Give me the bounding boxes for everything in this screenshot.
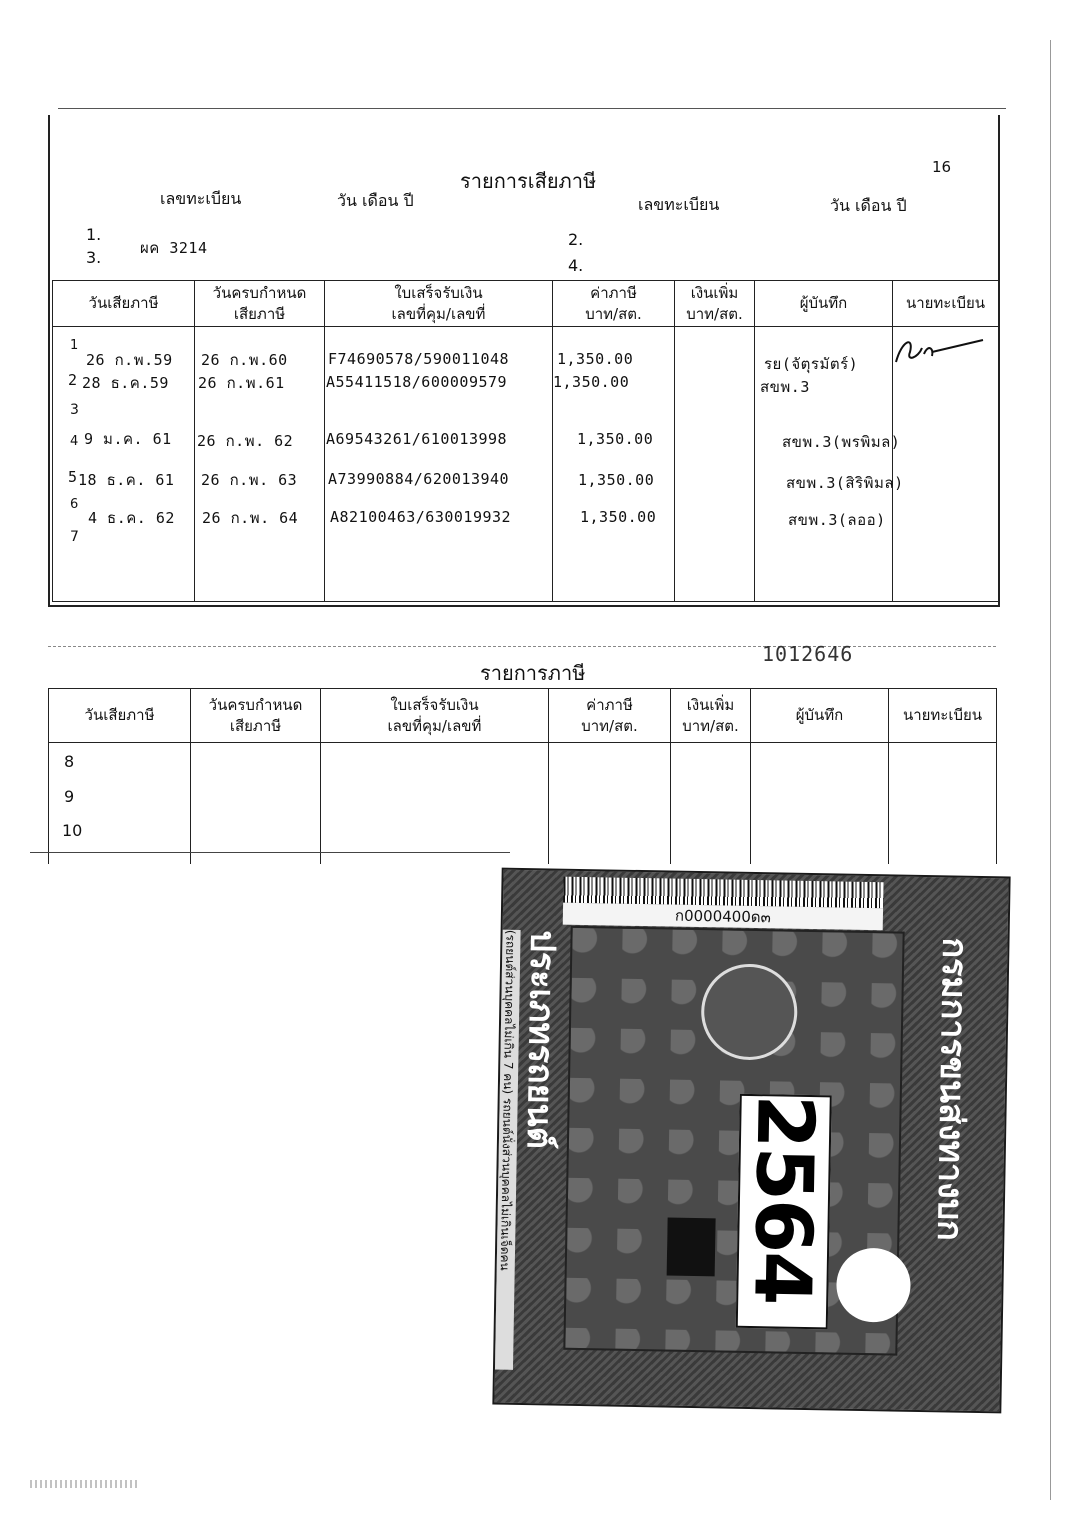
page-number: 16 [932, 158, 952, 176]
row-6-tax: 1,350.00 [580, 508, 657, 526]
row-4-receipt: A69543261/610013998 [326, 430, 508, 448]
row-4-due-date: 26 ก.พ. 62 [197, 432, 294, 450]
col2-receipt-line2: เลขที่คุม/เลขที่ [387, 716, 482, 735]
col2-tax-line1: ค่าภาษี [586, 695, 633, 714]
sticker-circle [836, 1248, 911, 1323]
row-5-recorder: สขพ.3(สิริพิมล) [786, 474, 904, 492]
col-due-date-line1: วันครบกำหนด [212, 283, 307, 302]
row-5-tax: 1,350.00 [578, 471, 655, 489]
row-2-no: 2 [68, 371, 78, 389]
row-1-no: 1 [70, 338, 79, 353]
row-4-pay-date: 9 ม.ค. 61 [84, 430, 172, 448]
col-recorder: ผู้บันทึก [755, 281, 893, 327]
col2-extra [671, 689, 751, 743]
row-6-due-date: 26 ก.พ. 64 [202, 509, 299, 527]
page-edge-line [1050, 40, 1051, 1500]
tear-serial: 1012646 [762, 642, 854, 666]
col2-receipt-line1: ใบเสร็จรับเงิน [390, 695, 479, 714]
col-extra-line2: บาท/สต. [686, 304, 743, 323]
col-extra [675, 281, 755, 327]
reg-3-no: 3. [86, 248, 102, 267]
col-due-date-line2: เสียภาษี [233, 304, 286, 323]
col2-extra-line2: บาท/สต. [682, 716, 739, 735]
col2-tax [549, 689, 671, 743]
row-2-recorder: สขพ.3 [760, 378, 810, 396]
col2-tax-line2: บาท/สต. [581, 716, 638, 735]
row-8-no: 8 [64, 752, 75, 771]
paper-cut-line [30, 852, 510, 853]
tear-band [48, 606, 996, 647]
sticker-note: (รถยนต์ส่วนบุคคลไม่เกิน 7 คน) รถยนต์นั่งส่วนบุคคลไม่เกินเจ็ดคน [493, 930, 521, 1370]
tax-items-title: รายการภาษี [480, 661, 586, 685]
reg-no-label-right: เลขทะเบียน [638, 195, 720, 214]
registrar-cell-2 [889, 743, 997, 865]
row-1-due-date: 26 ก.พ.60 [201, 351, 288, 369]
sticker-year: 2564 [736, 1093, 830, 1305]
col-tax-line1: ค่าภาษี [590, 283, 637, 302]
extra-cell [675, 327, 755, 602]
row-3-no: 3 [70, 402, 79, 418]
tax-items-table [48, 688, 997, 864]
sticker-black-mark [667, 1218, 716, 1277]
row-1-pay-date: 26 ก.พ.59 [86, 351, 173, 369]
recorder-cell-2 [751, 743, 889, 865]
col2-recorder: ผู้บันทึก [751, 689, 889, 743]
row-6-receipt: A82100463/630019932 [330, 508, 512, 526]
row-5-receipt: A73990884/620013940 [328, 470, 510, 488]
row-4-recorder: สขพ.3(พรพิมล) [782, 433, 901, 451]
extra-cell-2 [671, 743, 751, 865]
due-date-cell-2 [191, 743, 321, 865]
row-5-no: 5 [68, 468, 78, 486]
row-2-due-date: 26 ก.พ.61 [198, 374, 285, 392]
sticker-vehicle-type: ประเภทรถยนต์ [518, 929, 563, 1150]
col2-receipt [321, 689, 549, 743]
row-6-pay-date: 4 ธ.ค. 62 [88, 509, 175, 527]
col-receipt [325, 281, 553, 327]
reg-no-label-left: เลขทะเบียน [160, 189, 242, 208]
col-tax-line2: บาท/สต. [585, 304, 642, 323]
row-9-no: 9 [64, 787, 75, 806]
row-2-tax: 1,350.00 [553, 373, 630, 391]
row-2-receipt: A55411518/600009579 [326, 373, 508, 391]
col2-due-date-line1: วันครบกำหนด [208, 695, 303, 714]
tax-sticker [492, 868, 1010, 1414]
col-receipt-line2: เลขที่คุม/เลขที่ [391, 304, 486, 323]
col2-due-date-line2: เสียภาษี [229, 716, 282, 735]
col2-extra-line1: เงินเพิ่ม [686, 695, 735, 714]
sticker-department: กรมการขนส่งทางบก [929, 937, 975, 1242]
row-1-recorder: รย(จัตุรมัตร์) [764, 355, 859, 373]
scan-speck [30, 1480, 140, 1488]
row-4-tax: 1,350.00 [577, 430, 654, 448]
col2-registrar: นายทะเบียน [889, 689, 997, 743]
row-6-recorder: สขพ.3(ลออ) [788, 511, 886, 529]
col-extra-line1: เงินเพิ่ม [690, 283, 739, 302]
col-registrar: นายทะเบียน [893, 281, 999, 327]
row-4-no: 4 [70, 434, 79, 449]
receipt-cell-2 [321, 743, 549, 865]
col2-pay-date: วันเสียภาษี [49, 689, 191, 743]
row-7-no: 7 [70, 529, 79, 545]
tax-cell-2 [549, 743, 671, 865]
date-label-left: วัน เดือน ปี [337, 191, 414, 210]
registrar-signature-icon [888, 330, 988, 370]
reg-2-no: 2. [568, 230, 584, 249]
row-5-due-date: 26 ก.พ. 63 [201, 471, 298, 489]
col-receipt-line1: ใบเสร็จรับเงิน [394, 283, 483, 302]
row-6-no: 6 [70, 497, 79, 512]
sticker-serial: ก0000400ด๓ [563, 903, 883, 931]
form-top-edge [58, 108, 1006, 109]
date-label-right: วัน เดือน ปี [830, 196, 907, 215]
row-1-receipt: F74690578/590011048 [328, 350, 510, 368]
col-tax [553, 281, 675, 327]
col2-due-date [191, 689, 321, 743]
col-pay-date: วันเสียภาษี [53, 281, 195, 327]
col-due-date [195, 281, 325, 327]
reg-1-no: 1. [86, 225, 102, 244]
row-10-no: 10 [62, 821, 83, 840]
row-1-tax: 1,350.00 [557, 350, 634, 368]
reg-1-plate: ผค 3214 [140, 239, 208, 257]
row-5-pay-date: 18 ธ.ค. 61 [78, 471, 175, 489]
row-2-pay-date: 28 ธ.ค.59 [82, 374, 169, 392]
reg-4-no: 4. [568, 256, 584, 275]
tax-list-title: รายการเสียภาษี [460, 169, 597, 193]
